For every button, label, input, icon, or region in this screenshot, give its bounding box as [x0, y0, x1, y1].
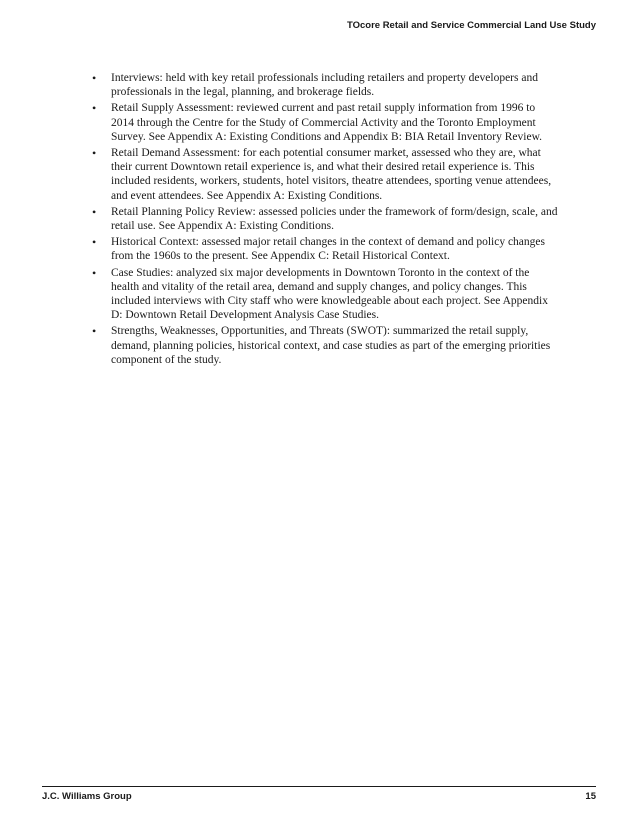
bullet-list [89, 71, 559, 369]
list-item [89, 235, 559, 263]
list-item [89, 101, 559, 144]
bullet-text: Retail Supply Assessment: reviewed current and past retail supply information from 1996 to 2014 through the Centre for the Study of Commercial Activity and the Toronto Employment Survey. See Appendix A: Existing Conditions and Appendix B: BIA Retail Inventory Review. [111, 102, 543, 143]
list-item [89, 266, 559, 323]
bullet-icon: • [92, 265, 97, 280]
bullet-icon: • [92, 71, 97, 85]
list-item [89, 205, 559, 233]
bullet-icon: • [92, 146, 97, 161]
page-number: 15 [585, 791, 596, 802]
bullet-text: Historical Context: assessed major retail changes in the context of demand and policy changes from the 1960s to the present. See Appendix C: Retail Historical Context. [111, 236, 545, 263]
bullet-text: Strengths, Weaknesses, Opportunities, and Threats (SWOT): summarized the retail supply, demand, planning policies, historical context, and case studies as part of the emerging priorities component of the study. [111, 325, 551, 366]
list-item [89, 324, 559, 367]
list-item [89, 146, 559, 203]
bullet-text: Retail Planning Policy Review: assessed policies under the framework of form/design, scale, and retail use. See Appendix A: Existing Conditions. [111, 205, 558, 233]
bullet-icon: • [92, 235, 97, 250]
footer-company: J.C. Williams Group [42, 791, 132, 802]
page-header-title: TOcore Retail and Service Commercial Land Use Study [346, 20, 596, 31]
bullet-text: Retail Demand Assessment: for each potential consumer market, assessed who they are, what their current Downtown retail experience is, and what their desired retail experience is. This included residents, workers, students, hotel visitors, theatre attendees, sporting venue attendees, and event attendees. See Appendix A: Existing Conditions. [111, 147, 552, 202]
page-footer [42, 786, 596, 802]
bullet-text: Interviews: held with key retail professionals including retailers and property developers and professionals in the legal, planning, and brokerage fields. [111, 72, 538, 99]
bullet-icon: • [92, 324, 97, 339]
bullet-icon: • [92, 101, 97, 116]
list-item [89, 71, 559, 99]
bullet-icon: • [92, 204, 97, 219]
bullet-text: Case Studies: analyzed six major developments in Downtown Toronto in the context of the health and vitality of the retail area, demand and supply changes, and policy changes. This included interviews with City staff who were knowledgeable about each project. See Appendix D: Downtown Retail Development Analysis Case Studies. [111, 266, 548, 322]
